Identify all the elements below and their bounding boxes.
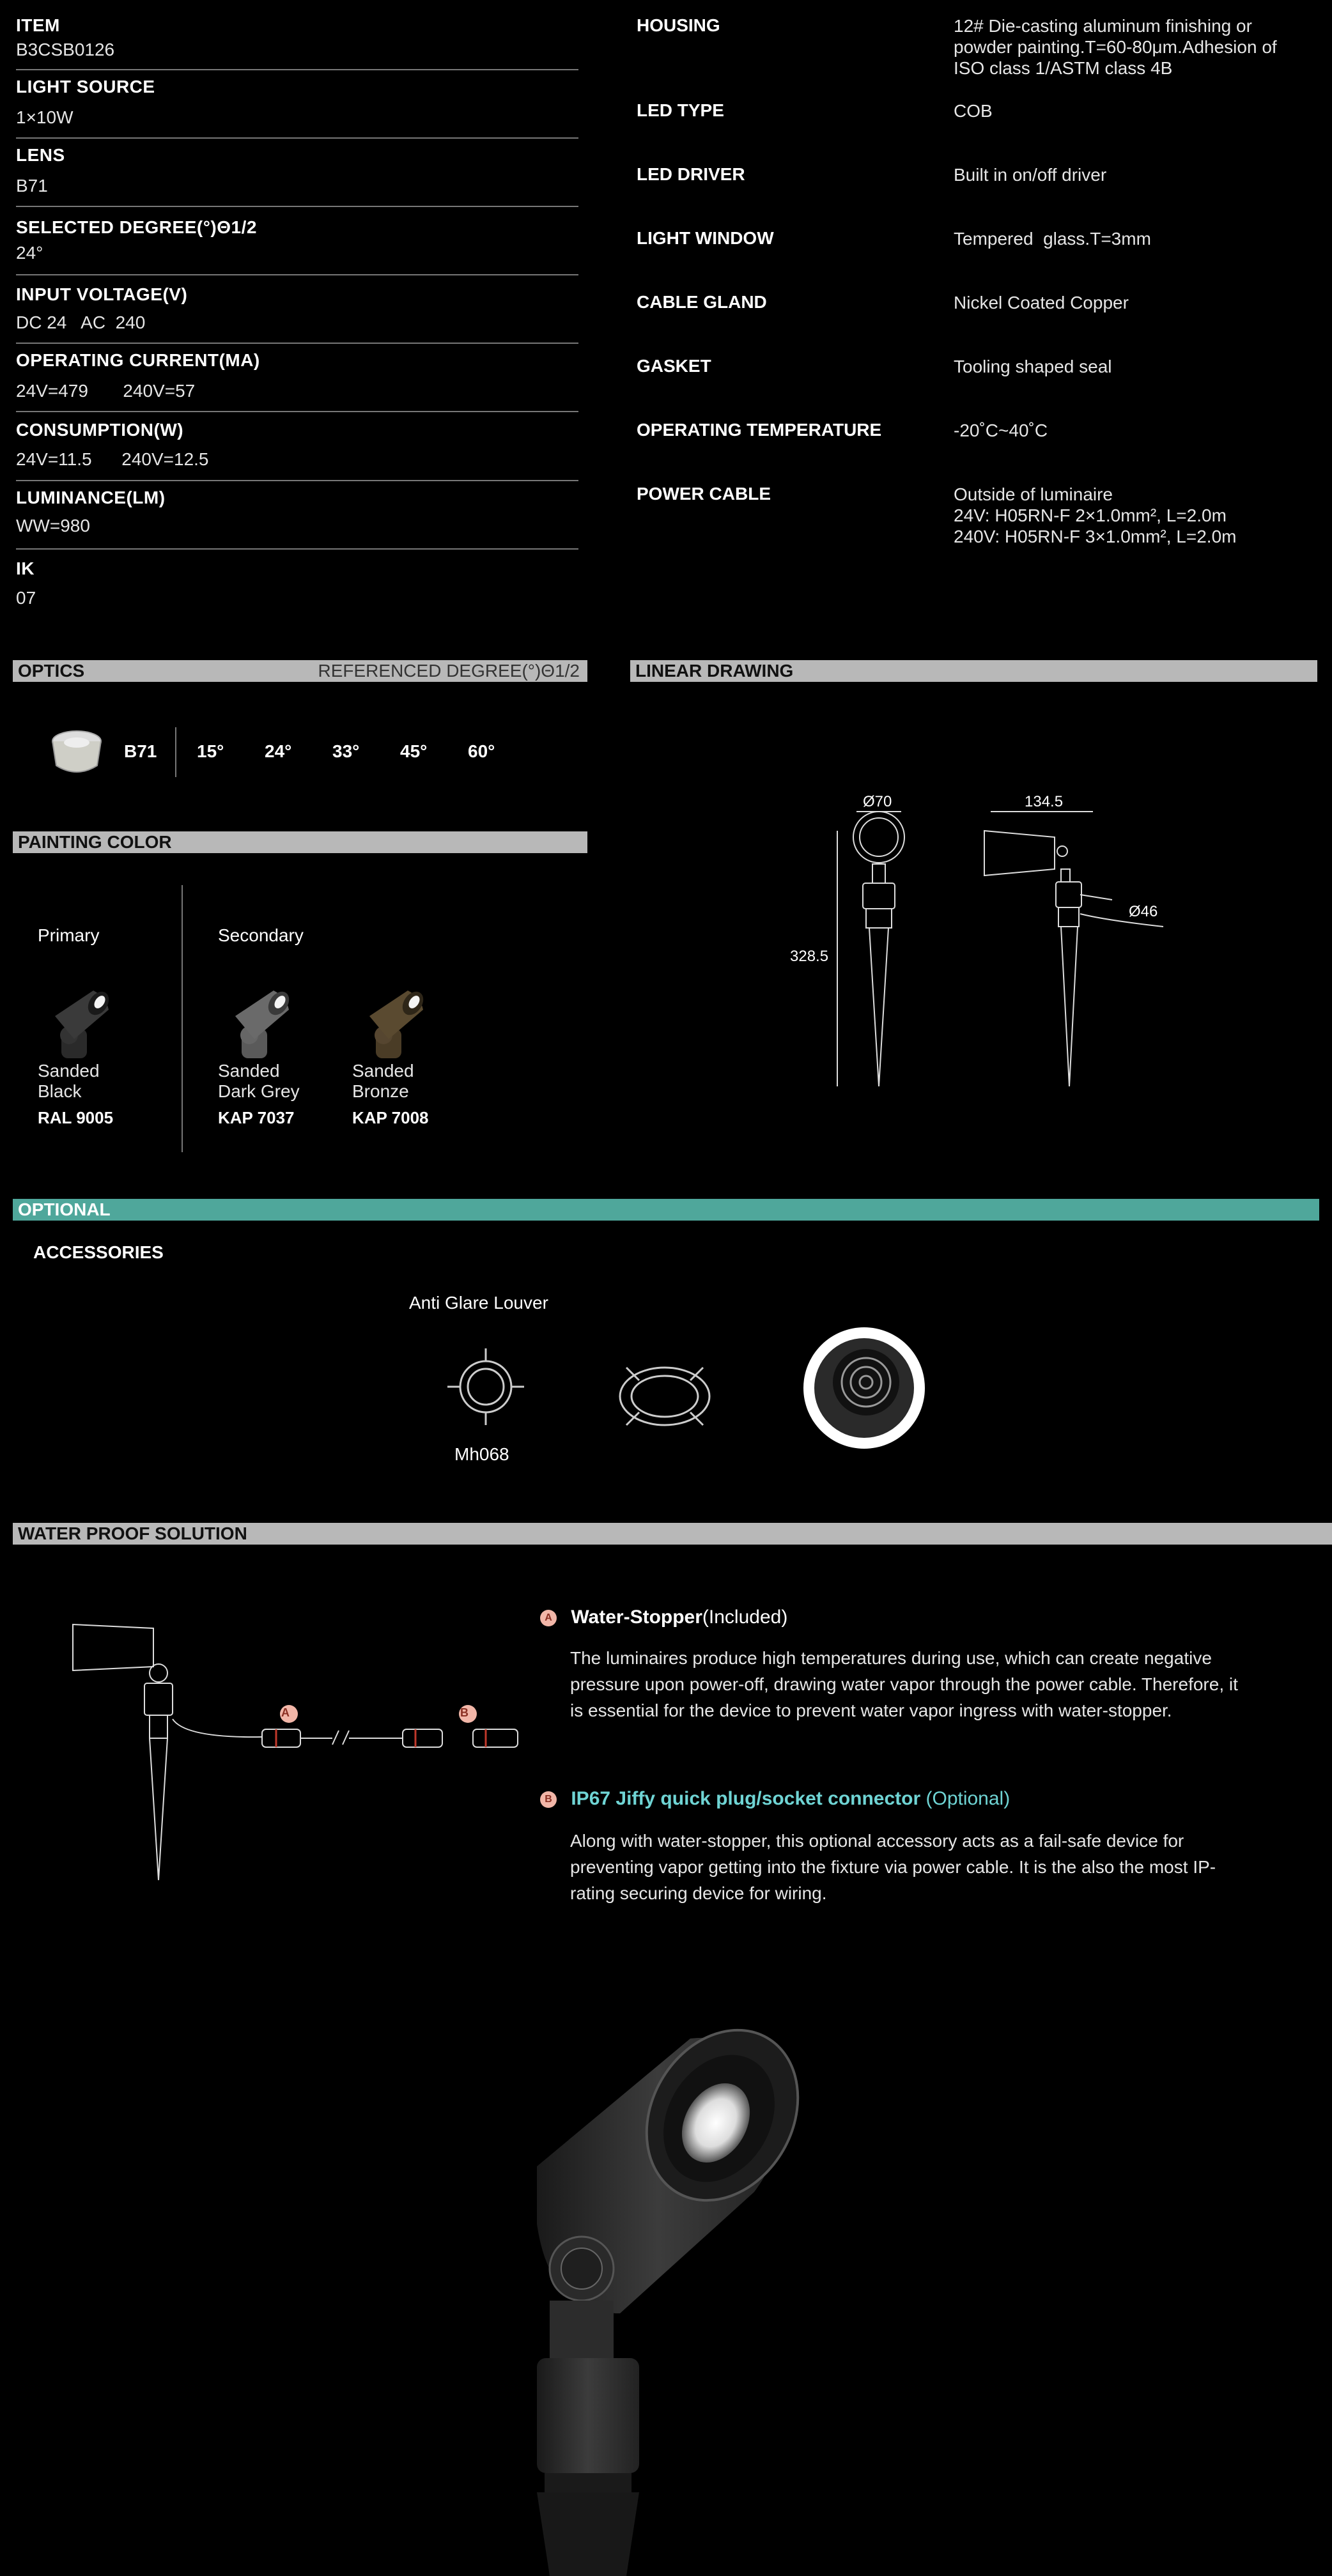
color-name: Sanded Dark Grey: [218, 1061, 300, 1101]
water-stopper-title: Water-Stopper: [571, 1607, 702, 1628]
spec-value: Nickel Coated Copper: [954, 293, 1129, 312]
color-name: Sanded Black: [38, 1061, 100, 1101]
degree-option: 60°: [468, 741, 495, 761]
divider: [175, 727, 176, 777]
spec-label: IK: [16, 559, 35, 578]
spotlight-dark-grey-icon: [222, 978, 299, 1067]
diagram-marker-a: A: [281, 1706, 290, 1719]
spec-label: OPERATING TEMPERATURE: [637, 420, 882, 440]
spec-value: DC 24 AC 240: [16, 312, 146, 332]
spec-row-lens: [16, 137, 578, 207]
louver-installed-icon: [802, 1326, 927, 1451]
diagram-marker-b: B: [460, 1706, 469, 1719]
spec-label: LED DRIVER: [637, 164, 745, 184]
spec-value: COB: [954, 101, 993, 121]
painting-title: PAINTING COLOR: [18, 832, 172, 852]
spec-label: LIGHT SOURCE: [16, 77, 155, 96]
connector-suffix: (Optional): [920, 1788, 1011, 1809]
spec-label: HOUSING: [637, 15, 720, 35]
spec-value: 24V=479 240V=57: [16, 381, 196, 401]
degree-option: 45°: [400, 741, 428, 761]
spotlight-bronze-icon: [357, 978, 433, 1067]
optional-header: [13, 1199, 1319, 1221]
water-stopper-text: The luminaires produce high temperatures during use, which can create negative pressure upon power-off, drawing water vapor through the power cable. Therefore, it is essential for the device to prevent water vapor ingress with water-stopper.: [570, 1648, 1238, 1720]
spec-label: SELECTED DEGREE(°)Θ1/2: [16, 217, 257, 237]
louver-front-icon: [438, 1342, 534, 1431]
spec-row-current: [16, 343, 578, 412]
optics-header: [13, 660, 587, 682]
primary-label: Primary: [38, 925, 100, 945]
spec-value: Tooling shaped seal: [954, 357, 1112, 376]
color-code: RAL 9005: [38, 1108, 114, 1127]
waterproof-diagram: [64, 1617, 524, 1885]
spec-label: INPUT VOLTAGE(V): [16, 284, 188, 304]
water-stopper-suffix: (Included): [702, 1607, 788, 1628]
spec-label: LENS: [16, 145, 65, 165]
spec-value: 24°: [16, 243, 43, 263]
spec-value: Built in on/off driver: [954, 165, 1107, 185]
linear-drawing-title: LINEAR DRAWING: [635, 661, 794, 681]
spec-value: 07: [16, 588, 36, 608]
spec-value: WW=980: [16, 516, 90, 536]
degree-option: 33°: [332, 741, 360, 761]
spec-label: CONSUMPTION(W): [16, 420, 184, 440]
spec-label: LED TYPE: [637, 100, 724, 120]
spec-row-light-source: [16, 69, 578, 139]
linear-drawing-header: [630, 660, 1317, 682]
marker-b-icon: B: [540, 1791, 557, 1808]
spec-value: Outside of luminaire 24V: H05RN-F 2×1.0mm², L=2.0m 240V: H05RN-F 3×1.0mm², L=2.0m: [954, 484, 1237, 546]
waterproof-title: WATER PROOF SOLUTION: [18, 1523, 247, 1543]
spec-value: 24V=11.5 240V=12.5: [16, 449, 209, 469]
spec-label: CABLE GLAND: [637, 292, 767, 312]
spec-row-luminance: [16, 480, 578, 550]
spec-row-item: [16, 12, 578, 70]
spec-label: OPERATING CURRENT(MA): [16, 350, 260, 370]
spec-label: LIGHT WINDOW: [637, 228, 774, 248]
spec-label: GASKET: [637, 356, 711, 376]
dim-diameter: Ø70: [863, 793, 892, 810]
dim-width: 134.5: [1025, 793, 1064, 810]
spec-row-ik: [16, 548, 578, 619]
degree-option: 24°: [265, 741, 292, 761]
dim-pole: Ø46: [1129, 903, 1158, 920]
louver-iso-icon: [601, 1342, 729, 1451]
optics-title: OPTICS: [18, 661, 85, 681]
spec-value: B3CSB0126: [16, 40, 115, 59]
linear-drawing: [825, 805, 1182, 1099]
waterproof-header: [13, 1523, 1332, 1545]
color-code: KAP 7037: [218, 1108, 295, 1127]
water-stopper-heading: [540, 1607, 787, 1628]
divider: [182, 885, 183, 1152]
spotlight-black-icon: [42, 978, 119, 1067]
spec-row-degree: [16, 206, 578, 275]
color-code: KAP 7008: [352, 1108, 429, 1127]
lens-name: B71: [124, 741, 157, 761]
optics-right-title: REFERENCED DEGREE(°)Θ1/2: [318, 661, 580, 681]
spec-value: -20˚C~40˚C: [954, 420, 1048, 440]
spec-value: 1×10W: [16, 107, 74, 127]
product-photo: [499, 1955, 882, 2576]
marker-a-icon: A: [540, 1610, 557, 1626]
spec-value: B71: [16, 176, 48, 196]
optional-title: OPTIONAL: [18, 1199, 111, 1219]
painting-header: [13, 831, 587, 853]
spec-value: Tempered glass.T=3mm: [954, 229, 1151, 249]
spec-label: LUMINANCE(LM): [16, 488, 166, 507]
louver-label: Anti Glare Louver: [409, 1293, 548, 1313]
spec-row-voltage: [16, 274, 578, 344]
degree-option: 15°: [197, 741, 224, 761]
connector-title: IP67 Jiffy quick plug/socket connector: [571, 1788, 921, 1809]
connector-text: Along with water-stopper, this optional accessory acts as a fail-safe device for preventing vapor getting into the fixture via power cable. It is the also the most IP-rating securing device for wiring.: [570, 1831, 1216, 1903]
color-name: Sanded Bronze: [352, 1061, 414, 1101]
accessories-label: ACCESSORIES: [33, 1242, 164, 1262]
dim-height: 328.5: [790, 948, 829, 965]
lens-icon: [50, 727, 104, 778]
spec-label: POWER CABLE: [637, 484, 771, 504]
connector-heading: [540, 1788, 1010, 1810]
secondary-label: Secondary: [218, 925, 304, 945]
spec-row-consumption: [16, 411, 578, 481]
louver-code: Mh068: [454, 1444, 509, 1464]
spec-label: ITEM: [16, 15, 60, 35]
spec-value: 12# Die-casting aluminum finishing or powder painting.T=60-80μm.Adhesion of ISO class 1/ASTM class 4B: [954, 16, 1277, 78]
